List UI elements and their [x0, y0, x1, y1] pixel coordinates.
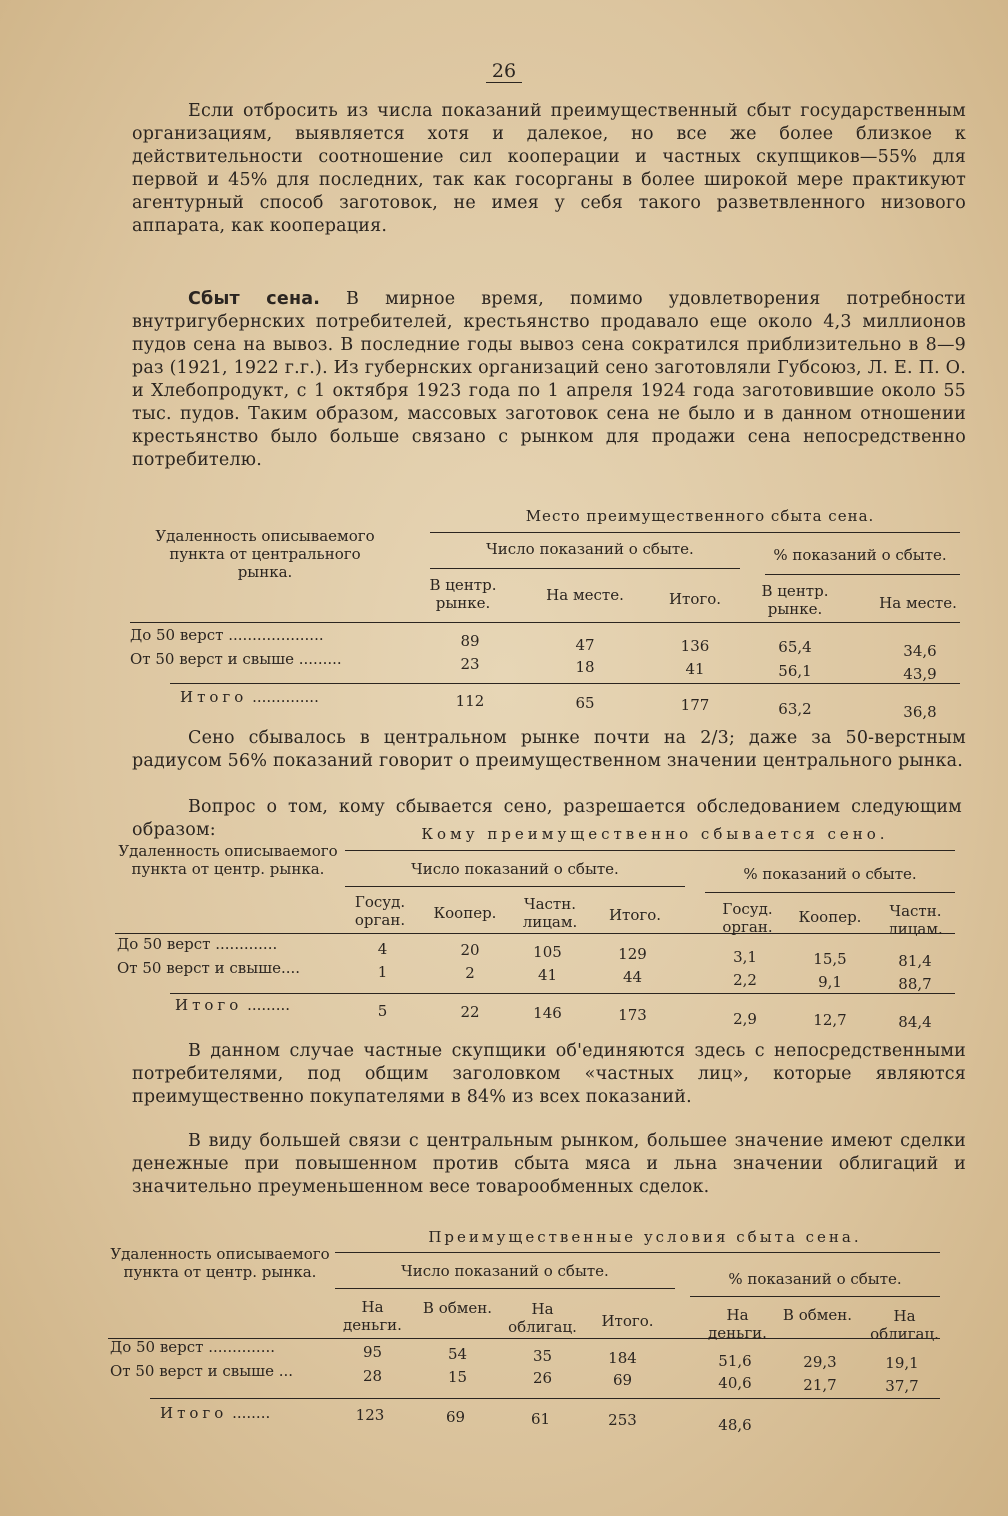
col-header: Итого.: [668, 590, 722, 608]
paragraph: Сбыт сена. В мирное время, помимо удовлетворения потребности внутригубернских потребителей, крестьянство продавало еще около 4,3 миллионов пудов сена на вывоз. В последние годы вывоз сена сократился приблизительно в 8—9 раз (1921, 1922 г.г.). Из губернских организаций сено заготовляли Губсоюз, Л. Е. П. О. и Хлебопродукт, с 1 октября 1923 года по 1 апреля 1924 года заготовившие около 55 тыс. пудов. Таким образом, массовых заготовок сена не было и в данном отношении крестьянство было больше связано с рынком для продажи сена непосредственно потребителю.: [132, 289, 966, 470]
table-title: Место преимущественного сбыта сена.: [525, 507, 875, 525]
table-row: От 50 верст и свыше .........: [130, 650, 342, 668]
row-header: Удаленность описываемого пункта от центр. рынка.: [110, 1245, 330, 1281]
group-header: % показаний о сбыте.: [728, 1270, 902, 1288]
row-header: Удаленность описываемого пункта от центрального рынка.: [155, 527, 375, 581]
paragraph: Если отбросить из числа показаний преимущественный сбыт государственным организациям, выявляется хотя и далекое, но все же более близкое к действительности соотношение сил кооперации и частных скупщиков—55% для первой и 45% для последних, так как госорганы в более широкой мере практикуют агентурный способ заготовок, не имея у себя такого разветвленного низового аппарата, как кооперация.: [132, 101, 966, 236]
paragraph: Сено сбывалось в центральном рынке почти на 2/3; даже за 50-верстным радиусом 56% показаний говорит о преимущественном значении центрального рынка.: [132, 728, 966, 771]
col-header: Коопер.: [433, 904, 497, 922]
col-header: Итого.: [608, 906, 662, 924]
col-header: На месте.: [546, 586, 624, 604]
col-header: Частн. лицам.: [888, 902, 943, 938]
table-row: От 50 верст и свыше....: [117, 959, 301, 977]
col-header: Госуд. орган.: [354, 893, 406, 929]
table-row: До 50 верст .............: [117, 935, 278, 953]
table-row: До 50 верст ..............: [110, 1338, 276, 1356]
col-header: На облигац.: [870, 1307, 939, 1343]
paragraph: В данном случае частные скупщики об'единяются здесь с непосредственными потребителями, под общим заголовком «частных лиц», которые являются преимущественно покупателями в 84% из всех показаний.: [132, 1041, 966, 1107]
group-header: % показаний о сбыте.: [743, 865, 917, 883]
col-header: Коопер.: [798, 908, 862, 926]
col-header: В обмен.: [782, 1306, 853, 1324]
col-header: На деньги.: [708, 1306, 767, 1342]
group-header: Число показаний о сбыте.: [411, 860, 619, 878]
col-header: В центр. рынке.: [761, 582, 829, 618]
paragraph: Вопрос о том, кому сбывается сено, разрешается обследованием следующим образом:: [132, 797, 962, 840]
paragraph: В виду большей связи с центральным рынком, большее значение имеют сделки денежные при повышенном против сбыта мяса и льна значении облигаций и значительно преуменьшенном весе товарообменных сделок.: [132, 1131, 966, 1197]
col-header: На месте.: [879, 594, 957, 612]
table-row: От 50 верст и свыше ...: [110, 1362, 294, 1380]
table-title: Преимущественные условия сбыта сена.: [428, 1228, 862, 1246]
document-page: 26 Если отбросить из числа показаний преимущественный сбыт государственным организациям, выявляется хотя и далекое, но все же более близкое к действительности соотношение сил кооперации и частных скупщиков—55% для первой и 45% для последних, так как госорганы в более широкой мере практикуют агентурный способ заготовок, не имея у себя такого разветвленного низового аппарата, как кооперация. Сбыт сена. В мирное время, помимо удовлетворения потребности внутригубернских потребителей, крестьянство продавало еще около 4,3 миллионов пудов сена на вывоз. В последние годы вывоз сена сократился приблизительно в 8—9 раз (1921, 1922 г.г.). Из губернских организаций сено заготовляли Губсоюз, Л. Е. П. О. и Хлебопродукт, с 1 октября 1923 года по 1 апреля 1924 года заготовившие около 55 тыс. пудов. Таким образом, массовых заготовок сена не было и в данном отношении крестьянство было больше связано с рынком для продажи сена непосредственно потребителю. Место преимущественного сбыта сена. Удаленность описываемого пункта от центрального рынка. Число показаний о сбыте. % показаний о сбыте. В центр. рынке. На месте. Итого. В центр. рынке. На месте. До 50 верст .................... 89 47 136 65,4 34,6 От 50 верст и свыше ......... 23 18 41 56,1 43,9 Итого .............. 112 65 177 63,2 36,8 Сено сбывалось в центральном рынке почти на 2/3; даже за 50-верстным радиусом 56% показаний говорит о преимущественном значении центрального рынка. Вопрос о том, кому сбывается сено, разрешается обследованием следующим образом: Кому преимущественно сбывается сено. Удаленность описываемого пункта от центр. рынка. Число показаний о сбыте. % показаний о сбыте. Госуд. орган. Коопер. Частн. лицам. Итого. Госуд. орган. Коопер. Частн. лицам. До 50 верст ............. 4 20 105 129 3,1 15,5 81,4 От 50 верст и свыше.... 1 2 41 44 2,2 9,1 88,7 Итого ......... 5 22 146 173 2,9 12,7 84,4 В данном случае частные скупщики об'единяются здесь с непосредственными потребителями, под общим заголовком «частных лиц», которые являются преимущественно покупателями в 84% из всех показаний. В виду большей связи с центральным рынком, большее значение имеют сделки денежные при повышенном против сбыта мяса и льна значении облигаций и значительно преуменьшенном весе товарообменных сделок. Преимущественные условия сбыта сена. Удаленность описываемого пункта от центр. рынка. Число показаний о сбыте. % показаний о сбыте. На деньги. В обмен. На облигац. Итого. На деньги. В обмен. На облигац. До 50 верст .............. 95 54 35 184 51,6 29,3 19,1 От 50 верст и свыше ... 28 15 26 69 40,6 21,7 37,7 Итого ........ 123 69 61 253 48,6: [0, 0, 1008, 1516]
col-header: Госуд. орган.: [722, 900, 773, 936]
group-header: Число показаний о сбыте.: [486, 540, 694, 558]
table-total-row: Итого ........: [160, 1404, 271, 1422]
table-total-row: Итого ..............: [180, 688, 319, 706]
col-header: Частн. лицам.: [522, 895, 578, 931]
col-header: На облигац.: [508, 1300, 577, 1336]
col-header: На деньги.: [343, 1298, 402, 1334]
table-row: До 50 верст ....................: [130, 626, 324, 644]
row-header: Удаленность описываемого пункта от центр. рынка.: [118, 842, 338, 878]
col-header: В обмен.: [422, 1299, 493, 1317]
table-total-row: Итого .........: [175, 996, 290, 1014]
group-header: % показаний о сбыте.: [773, 546, 947, 564]
section-heading: Сбыт сена.: [188, 289, 321, 309]
col-header: Итого.: [601, 1312, 654, 1330]
group-header: Число показаний о сбыте.: [401, 1262, 609, 1280]
col-header: В центр. рынке.: [429, 576, 497, 612]
table-title: Кому преимущественно сбывается сено.: [421, 825, 889, 843]
page-number: 26: [0, 60, 1008, 82]
